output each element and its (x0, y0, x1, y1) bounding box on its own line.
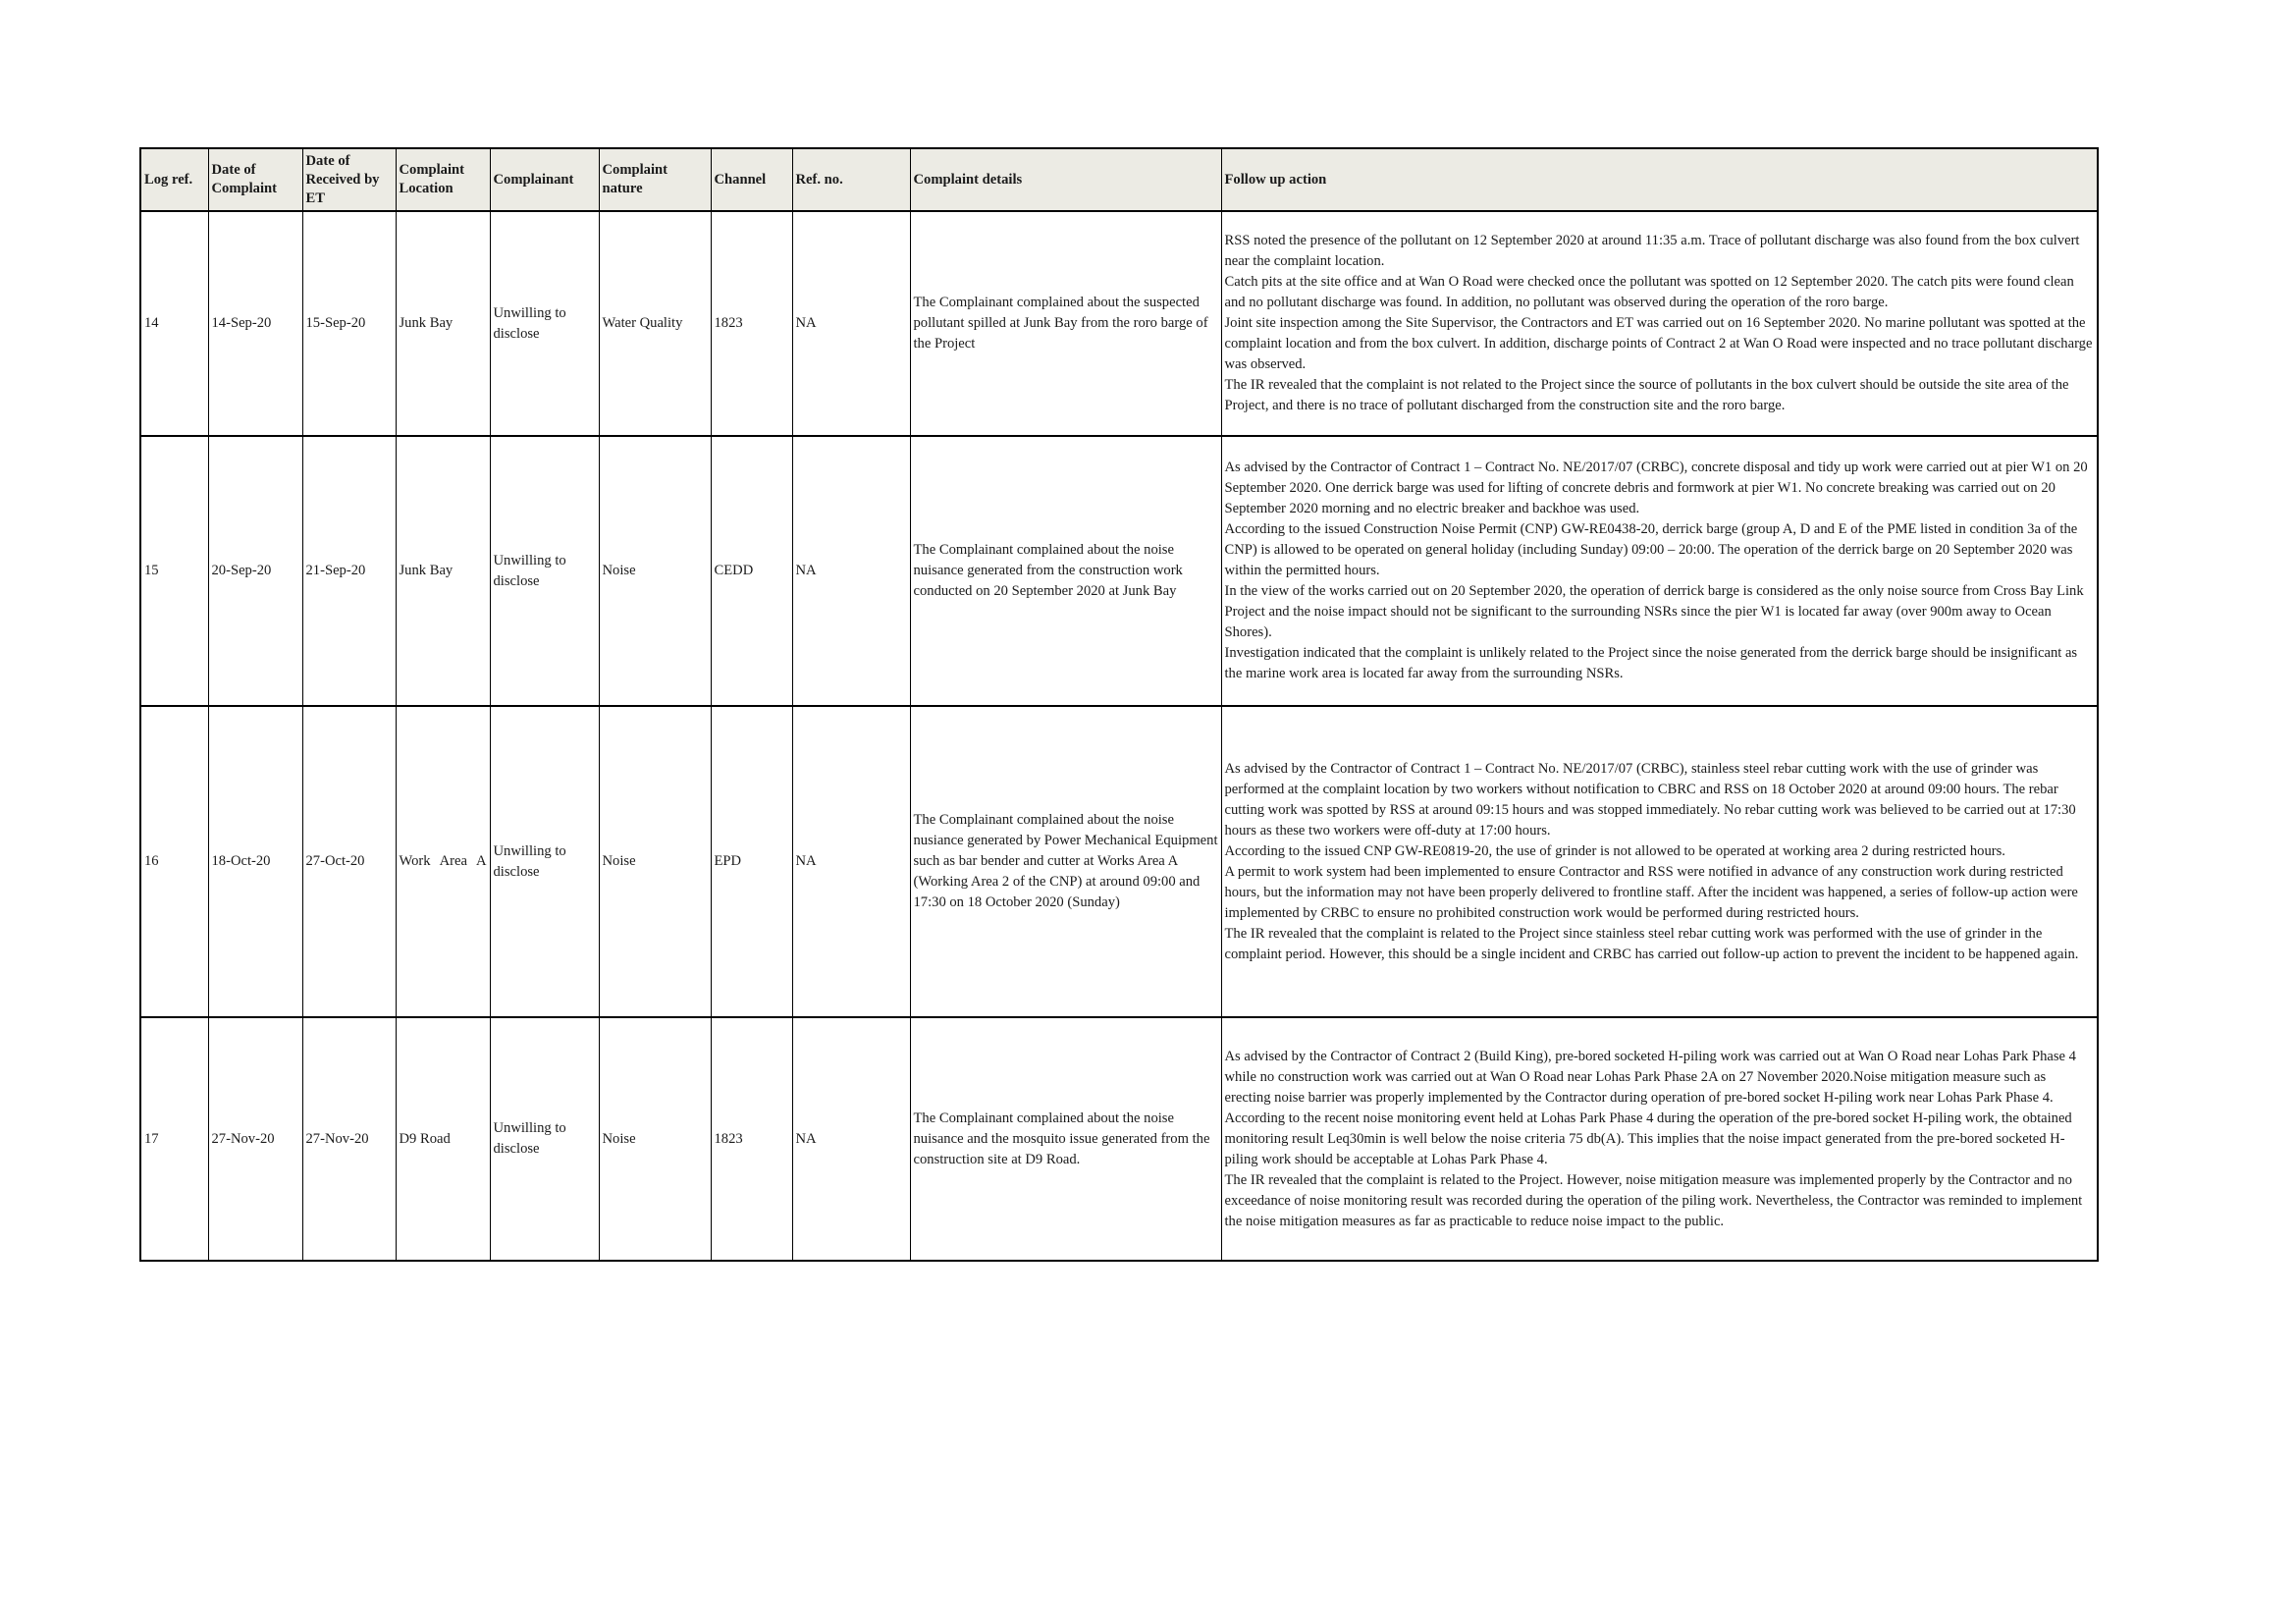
cell-nature: Noise (599, 436, 711, 706)
col-header-ref-no: Ref. no. (792, 148, 910, 211)
col-header-log-ref: Log ref. (140, 148, 208, 211)
cell-follow-up (1221, 436, 2098, 706)
complaint-log-sheet (139, 147, 2097, 1262)
follow-up-paragraph: As advised by the Contractor of Contract 1 – Contract No. NE/2017/07 (CRBC), stainless steel rebar cutting work with the use of grinder was performed at the complaint location by two workers without notification to CBRC and RSS on 18 October 2020 at around 09:00 hours. The rebar cutting work was spotted by RSS at around 09:15 hours and was stopped immediately. No rebar cutting work was believed to be carried out at 17:30 hours as these two workers were off-duty at 17:00 hours. (1224, 760, 2076, 839)
cell-date-complaint: 18-Oct-20 (208, 706, 302, 1017)
col-header-date-received: Date of Received by ET (302, 148, 396, 211)
cell-date-received: 27-Nov-20 (302, 1017, 396, 1261)
follow-up-paragraph: The IR revealed that the complaint is related to the Project since stainless steel rebar cutting work was performed with the use of grinder in the complaint period. However, this should be a single incident and CRBC has carried out follow-up action to prevent the incident to be happened again. (1224, 925, 2079, 962)
col-header-follow-up-action: Follow up action (1221, 148, 2098, 211)
cell-complainant: Unwilling to disclose (490, 211, 599, 436)
col-header-channel: Channel (711, 148, 792, 211)
cell-channel: 1823 (711, 1017, 792, 1261)
cell-ref-no: NA (792, 706, 910, 1017)
cell-location: Junk Bay (396, 211, 490, 436)
cell-follow-up (1221, 211, 2098, 436)
cell-channel: CEDD (711, 436, 792, 706)
cell-ref-no: NA (792, 211, 910, 436)
follow-up-paragraph: According to the issued Construction Noise Permit (CNP) GW-RE0438-20, derrick barge (group A, D and E of the PME listed in condition 3a of the CNP) is allowed to be operated on general holiday (including Sunday) 09:00 – 20:00. The operation of the derrick barge on 20 September 2020 was within the permitted hours. (1224, 521, 2078, 578)
cell-details: The Complainant complained about the suspected pollutant spilled at Junk Bay from the roro barge of the Project (910, 211, 1221, 436)
cell-date-received: 21-Sep-20 (302, 436, 396, 706)
follow-up-paragraph: Investigation indicated that the complaint is unlikely related to the Project since the noise generated from the derrick barge should be insignificant as the marine work area is located far away from the surrounding NSRs. (1224, 645, 2078, 681)
cell-nature: Noise (599, 1017, 711, 1261)
follow-up-paragraph: As advised by the Contractor of Contract 2 (Build King), pre-bored socketed H-piling work was carried out at Wan O Road near Lohas Park Phase 4 while no construction work was carried out at Wan O Road near Lohas Park Phase 2A on 27 November 2020.Noise mitigation measure such as erecting noise barrier was properly implemented by the Contractor during operation of pre-bored socket H-piling work near Lohas Park Phase 4. (1224, 1048, 2076, 1106)
cell-details: The Complainant complained about the noise nusiance generated by Power Mechanical Equipment such as bar bender and cutter at Works Area A (Working Area 2 of the CNP) at around 09:00 and 17:30 on 18 October 2020 (Sunday) (910, 706, 1221, 1017)
cell-log-ref: 17 (140, 1017, 208, 1261)
cell-log-ref: 15 (140, 436, 208, 706)
cell-location: Work Area A (396, 706, 490, 1017)
col-header-complaint-location: Complaint Location (396, 148, 490, 211)
table-row (140, 706, 2098, 1017)
col-header-date-of-complaint: Date of Complaint (208, 148, 302, 211)
cell-follow-up (1221, 1017, 2098, 1261)
follow-up-paragraph: Catch pits at the site office and at Wan O Road were checked once the pollutant was spotted on 12 September 2020. The catch pits were found clean and no pollutant discharge was found. In addition, no pollutant was observed during the operation of the roro barge. (1224, 274, 2074, 310)
col-header-complainant: Complainant (490, 148, 599, 211)
follow-up-paragraph: As advised by the Contractor of Contract 1 – Contract No. NE/2017/07 (CRBC), concrete disposal and tidy up work were carried out at pier W1 on 20 September 2020. One derrick barge was used for lifting of concrete debris and formwork at pier W1. No concrete breaking was carried out on 20 September 2020 morning and no electric breaker and backhoe was used. (1224, 460, 2088, 516)
col-header-complaint-details: Complaint details (910, 148, 1221, 211)
cell-location: Junk Bay (396, 436, 490, 706)
follow-up-paragraph: According to the recent noise monitoring event held at Lohas Park Phase 4 during the operation of the pre-bored socket H-piling work, the obtained monitoring result Leq30min is well below the noise criteria 75 db(A). This implies that the noise impact generated from the pre-bored socketed H-piling work should be acceptable at Lohas Park Phase 4. (1224, 1110, 2072, 1167)
cell-date-complaint: 27-Nov-20 (208, 1017, 302, 1261)
cell-ref-no: NA (792, 436, 910, 706)
cell-log-ref: 14 (140, 211, 208, 436)
cell-complainant: Unwilling to disclose (490, 436, 599, 706)
follow-up-paragraph: The IR revealed that the complaint is related to the Project. However, noise mitigation measure was implemented properly by the Contractor and no exceedance of noise monitoring result was recorded during the operation of the piling work. Nevertheless, the Contractor was reminded to implement the noise mitigation measures as far as practicable to reduce noise impact to the public. (1224, 1171, 2083, 1229)
complaint-log-table (139, 147, 2099, 1262)
cell-nature: Noise (599, 706, 711, 1017)
cell-channel: EPD (711, 706, 792, 1017)
follow-up-paragraph: A permit to work system had been implemented to ensure Contractor and RSS were notified in advance of any construction work during restricted hours, but the information may not have been properly delivered to frontline staff. After the incident was happened, a series of follow-up action were implemented by CRBC to ensure no prohibited construction work would be performed during restricted hours. (1224, 863, 2078, 921)
col-header-complaint-nature: Complaint nature (599, 148, 711, 211)
cell-date-complaint: 14-Sep-20 (208, 211, 302, 436)
cell-date-received: 15-Sep-20 (302, 211, 396, 436)
follow-up-paragraph: According to the issued CNP GW-RE0819-20, the use of grinder is not allowed to be operated at working area 2 during restricted hours. (1224, 842, 2005, 859)
follow-up-paragraph: RSS noted the presence of the pollutant on 12 September 2020 at around 11:35 a.m. Trace of pollutant discharge was also found from the box culvert near the complaint location. (1224, 233, 2080, 269)
table-row (140, 211, 2098, 436)
table-row (140, 1017, 2098, 1261)
cell-complainant: Unwilling to disclose (490, 706, 599, 1017)
cell-date-received: 27-Oct-20 (302, 706, 396, 1017)
follow-up-paragraph: Joint site inspection among the Site Supervisor, the Contractors and ET was carried out on 16 September 2020. No marine pollutant was spotted at the complaint location and from the box culvert. In addition, discharge points of Contract 2 at Wan O Road were inspected and no trace pollutant discharge was observed. (1224, 315, 2093, 372)
cell-ref-no: NA (792, 1017, 910, 1261)
cell-complainant: Unwilling to disclose (490, 1017, 599, 1261)
follow-up-paragraph: In the view of the works carried out on 20 September 2020, the operation of derrick barge is considered as the only noise source from Cross Bay Link Project and the noise impact should not be significant to the surrounding NSRs since the pier W1 is located far away (over 900m away to Ocean Shores). (1224, 583, 2084, 640)
table-header-row (140, 148, 2098, 211)
cell-channel: 1823 (711, 211, 792, 436)
cell-log-ref: 16 (140, 706, 208, 1017)
cell-follow-up (1221, 706, 2098, 1017)
cell-details: The Complainant complained about the noise nuisance generated from the construction work conducted on 20 September 2020 at Junk Bay (910, 436, 1221, 706)
follow-up-paragraph: The IR revealed that the complaint is not related to the Project since the source of pollutants in the box culvert should be outside the site area of the Project, and there is no trace of pollutant discharged from the construction site and the roro barge. (1224, 377, 2069, 413)
cell-details: The Complainant complained about the noise nuisance and the mosquito issue generated from the construction site at D9 Road. (910, 1017, 1221, 1261)
table-row (140, 436, 2098, 706)
cell-location: D9 Road (396, 1017, 490, 1261)
cell-date-complaint: 20-Sep-20 (208, 436, 302, 706)
cell-nature: Water Quality (599, 211, 711, 436)
